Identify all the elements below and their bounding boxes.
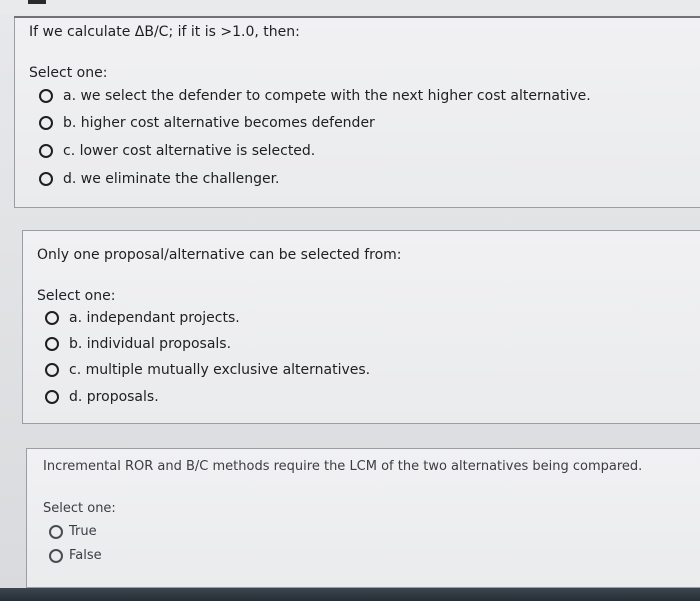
option-a[interactable] xyxy=(39,88,591,104)
option-label[interactable]: d. proposals. xyxy=(69,389,159,405)
select-one-label: Select one: xyxy=(29,65,108,81)
select-one-label: Select one: xyxy=(37,288,116,304)
select-one-label: Select one: xyxy=(43,501,116,516)
screen-bottom-bezel xyxy=(0,588,700,601)
radio-button-icon[interactable] xyxy=(45,311,59,325)
option-false[interactable] xyxy=(49,548,102,563)
radio-button-icon[interactable] xyxy=(39,172,53,186)
radio-button-icon[interactable] xyxy=(45,390,59,404)
option-c[interactable] xyxy=(45,362,370,378)
option-d[interactable] xyxy=(45,389,159,405)
option-label[interactable]: True xyxy=(69,524,97,539)
question-text: Only one proposal/alternative can be selected from: xyxy=(37,247,402,263)
option-label[interactable]: False xyxy=(69,548,102,563)
question-text: If we calculate ΔB/C; if it is >1.0, then: xyxy=(29,24,300,40)
option-a[interactable] xyxy=(45,310,240,326)
option-true[interactable] xyxy=(49,524,97,539)
option-label[interactable]: c. lower cost alternative is selected. xyxy=(63,143,316,159)
option-label[interactable]: b. higher cost alternative becomes defender xyxy=(63,115,375,131)
question-card-3 xyxy=(26,448,700,588)
option-label[interactable]: c. multiple mutually exclusive alternatives. xyxy=(69,362,371,378)
question-card-2 xyxy=(22,230,700,424)
option-b[interactable] xyxy=(39,115,375,131)
radio-button-icon[interactable] xyxy=(45,363,59,377)
top-marker xyxy=(28,0,46,4)
option-label[interactable]: a. independant projects. xyxy=(69,310,240,326)
radio-button-icon[interactable] xyxy=(39,144,53,158)
option-label[interactable]: a. we select the defender to compete with the next higher cost alternative. xyxy=(63,88,591,104)
question-text: Incremental ROR and B/C methods require the LCM of the two alternatives being compared. xyxy=(43,459,643,474)
option-c[interactable] xyxy=(39,143,315,159)
option-label[interactable]: d. we eliminate the challenger. xyxy=(63,171,280,187)
radio-button-icon[interactable] xyxy=(49,525,63,539)
question-card-1 xyxy=(14,18,700,208)
option-d[interactable] xyxy=(39,171,280,187)
radio-button-icon[interactable] xyxy=(39,116,53,130)
option-b[interactable] xyxy=(45,336,231,352)
radio-button-icon[interactable] xyxy=(49,549,63,563)
radio-button-icon[interactable] xyxy=(45,337,59,351)
top-strip xyxy=(0,0,700,14)
radio-button-icon[interactable] xyxy=(39,89,53,103)
option-label[interactable]: b. individual proposals. xyxy=(69,336,232,352)
